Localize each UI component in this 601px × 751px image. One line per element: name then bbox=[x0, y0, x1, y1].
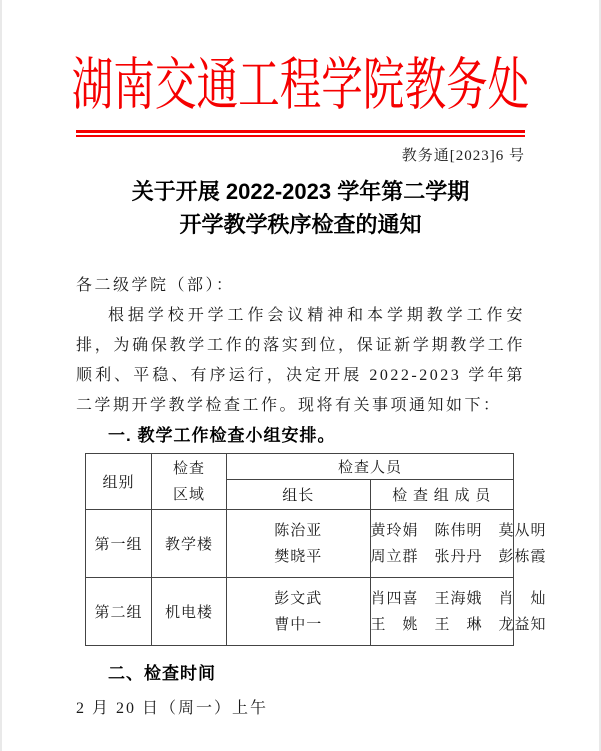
notice-title-line1: 关于开展 2022-2023 学年第二学期 bbox=[131, 179, 470, 204]
member-names: 王 姚 王 琳 龙益知 bbox=[370, 616, 547, 633]
header-cell-personnel: 检查人员 bbox=[227, 454, 514, 480]
body-paragraph: 根据学校开学工作会议精神和本学期教学工作安排，为确保教学工作的落实到位，保证新学期教学工作顺利、平稳、有序运行，决定开展 2022-2023 学年第二学期开学教学检查工作。现将有关事项通知如下： bbox=[76, 307, 525, 414]
leader-name: 陈治亚 bbox=[274, 522, 323, 539]
cell-leader-1 bbox=[227, 510, 371, 578]
header-cell-members: 检 查 组 成 员 bbox=[370, 480, 514, 510]
member-names: 黄玲娟 陈伟明 莫从明 bbox=[370, 522, 547, 539]
header-cell-area-line1: 检查 bbox=[172, 460, 205, 477]
inspection-time: 2 月 20 日（周一）上午 bbox=[76, 700, 269, 717]
member-names: 周立群 张丹丹 彭栋霞 bbox=[370, 548, 547, 565]
inspection-group-table bbox=[85, 453, 547, 646]
cell-area-2: 机电楼 bbox=[152, 578, 227, 646]
cell-members-2 bbox=[370, 578, 547, 646]
header-cell-group: 组别 bbox=[86, 454, 152, 510]
header-cell-area-line2: 区域 bbox=[172, 486, 205, 503]
notice-title-line2: 开学教学秩序检查的通知 bbox=[179, 212, 422, 237]
table-header-row-top bbox=[86, 454, 514, 480]
header-cell-area bbox=[152, 454, 227, 510]
letterhead-org-title-text: 湖南交通工程学院教务处 bbox=[71, 52, 530, 117]
table-row bbox=[86, 510, 514, 578]
document-number: 教务通[2023]6 号 bbox=[401, 148, 525, 164]
member-names: 肖四喜 王海娥 肖 灿 bbox=[370, 590, 547, 607]
cell-members-1 bbox=[370, 510, 547, 578]
cell-area-1: 教学楼 bbox=[152, 510, 227, 578]
header-cell-leader: 组长 bbox=[227, 480, 371, 510]
table-row bbox=[86, 578, 514, 646]
leader-name: 彭文武 bbox=[274, 590, 323, 607]
section1-heading: 一. 教学工作检查小组安排。 bbox=[108, 426, 336, 445]
letterhead-double-rule bbox=[76, 130, 525, 137]
cell-leader-2 bbox=[227, 578, 371, 646]
document-content bbox=[2, 50, 599, 721]
cell-group-2: 第二组 bbox=[86, 578, 152, 646]
leader-name: 樊晓平 bbox=[274, 548, 323, 565]
leader-name: 曹中一 bbox=[274, 616, 323, 633]
letterhead-org-title bbox=[71, 50, 530, 120]
salutation: 各二级学院（部）： bbox=[76, 277, 235, 294]
notice-title bbox=[76, 175, 525, 241]
cell-group-1: 第一组 bbox=[86, 510, 152, 578]
section2-heading: 二、检查时间 bbox=[108, 664, 216, 683]
